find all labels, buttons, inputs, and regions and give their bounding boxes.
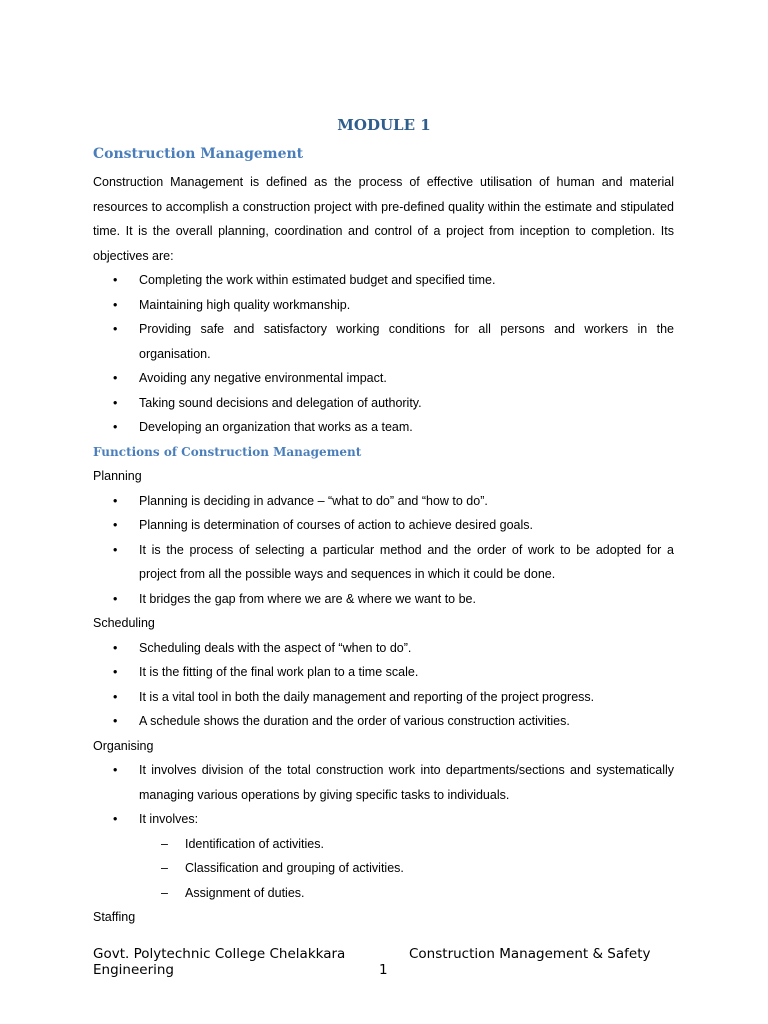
organising-sub-list (93, 832, 674, 906)
intro-paragraph: Construction Management is defined as the process of effective utilisation of human and material resources to accomplish a construction project with pre-defined quality within the estimate and stipulated time. It is the overall planning, coordination and control of a project from inception to completion. Its objectives are: (93, 175, 674, 263)
planning-title: Planning (93, 469, 142, 483)
bullet-icon: • (113, 689, 118, 704)
dash-icon: – (161, 861, 168, 875)
list-item: • Planning is determination of courses of action to achieve desired goals. (93, 513, 674, 538)
dash-icon: – (161, 885, 168, 900)
page-footer (93, 946, 683, 978)
scheduling-title: Scheduling (93, 616, 155, 630)
bullet-icon: • (113, 493, 118, 508)
list-item: • A schedule shows the duration and the order of various construction activities. (93, 709, 674, 734)
list-item: • It is a vital tool in both the daily management and reporting of the project progress. (93, 685, 674, 710)
bullet-icon: • (113, 591, 118, 606)
list-item: • It is the process of selecting a particular method and the order of work to be adopted for a project from all the possible ways and sequences in which it could be done. (93, 538, 674, 587)
bullet-icon: • (113, 371, 118, 385)
list-item: • Providing safe and satisfactory working conditions for all persons and workers in the organisation. (93, 317, 674, 366)
list-item: • It involves division of the total construction work into departments/sections and systematically managing various operations by giving specific tasks to individuals. (93, 758, 674, 807)
dash-icon: – (161, 836, 168, 851)
bullet-icon: • (113, 763, 118, 777)
list-item: • Completing the work within estimated budget and specified time. (93, 268, 674, 293)
bullet-icon: • (113, 640, 118, 655)
bullet-icon: • (113, 297, 118, 312)
bullet-icon: • (113, 665, 118, 679)
page-number: 1 (379, 962, 388, 978)
list-item: • It involves: (93, 807, 674, 832)
list-item: • Developing an organization that works as a team. (93, 415, 674, 440)
section-heading: Construction Management (93, 146, 304, 162)
planning-list (93, 489, 674, 612)
objectives-list (93, 268, 674, 440)
bullet-icon: • (113, 518, 118, 532)
list-item: • Taking sound decisions and delegation of authority. (93, 391, 674, 416)
module-title: MODULE 1 (337, 116, 431, 134)
functions-heading: Functions of Construction Management (93, 444, 362, 459)
bullet-icon: • (113, 322, 118, 336)
sub-list-item: – Identification of activities. (93, 832, 674, 857)
sub-list-item: – Assignment of duties. (93, 881, 674, 906)
footer-course: Construction Management & Safety (409, 946, 651, 962)
bullet-icon: • (113, 714, 118, 728)
list-item: • Planning is deciding in advance – “what to do” and “how to do”. (93, 489, 674, 514)
list-item: • Avoiding any negative environmental impact. (93, 366, 674, 391)
bullet-icon: • (113, 542, 118, 557)
footer-course-cont: Engineering (93, 962, 174, 978)
sub-list-item: – Classification and grouping of activities. (93, 856, 674, 881)
scheduling-list (93, 636, 674, 734)
list-item: • It bridges the gap from where we are & where we want to be. (93, 587, 674, 612)
list-item: • It is the fitting of the final work plan to a time scale. (93, 660, 674, 685)
bullet-icon: • (113, 395, 118, 410)
bullet-icon: • (113, 812, 118, 826)
staffing-title: Staffing (93, 910, 136, 924)
list-item: • Maintaining high quality workmanship. (93, 293, 674, 318)
organising-list (93, 758, 674, 832)
bullet-icon: • (113, 420, 118, 434)
organising-title: Organising (93, 738, 154, 753)
list-item: • Scheduling deals with the aspect of “when to do”. (93, 636, 674, 661)
footer-college: Govt. Polytechnic College Chelakkara (93, 946, 346, 962)
bullet-icon: • (113, 273, 118, 287)
document-body (93, 170, 674, 930)
